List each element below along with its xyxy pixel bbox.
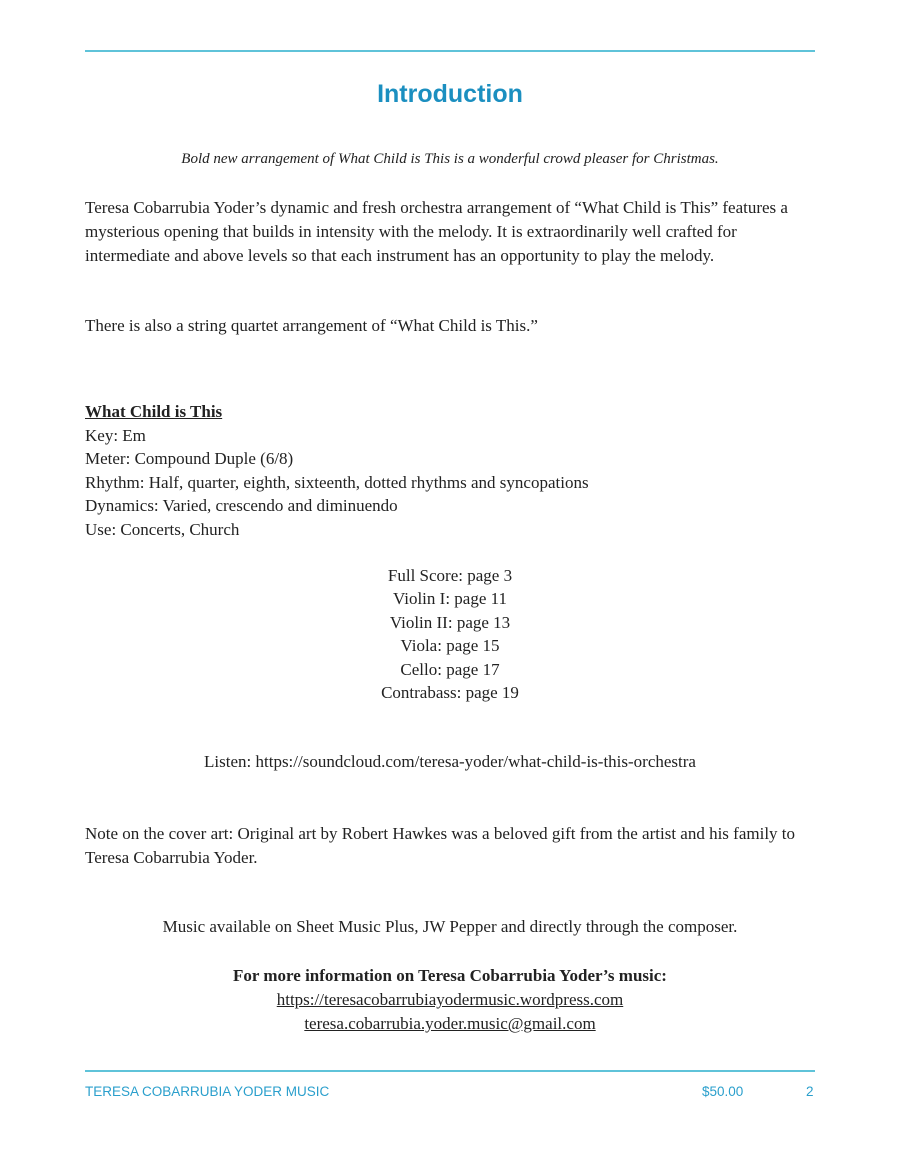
website-link[interactable]: https://teresacobarrubiayodermusic.wordpress.com [276, 990, 624, 1009]
detail-key: Key: Em [85, 425, 146, 445]
intro-text: Teresa Cobarrubia Yoder’s dynamic and fresh orchestra arrangement of “What Child is This” features a mysterious opening that builds in intensity with the melody. It is extraordinarily well crafted for intermediate and above levels so that each instrument has an opportunity to play the melody. [85, 198, 788, 265]
email-link[interactable]: teresa.cobarrubia.yoder.music@gmail.com [304, 1014, 596, 1033]
header-divider [85, 50, 815, 52]
listen-link-text: Listen: https://soundcloud.com/teresa-yoder/what-child-is-this-orchestra [204, 752, 696, 771]
cover-art-note-text: Note on the cover art: Original art by Robert Hawkes was a beloved gift from the artist and his family to Teresa Cobarrubia Yoder. [85, 824, 796, 867]
page-index-item: Full Score: page 3 [387, 566, 513, 585]
detail-rhythm: Rhythm: Half, quarter, eighth, sixteenth, dotted rhythms and syncopations [85, 472, 589, 492]
page-index-item: Cello: page 17 [400, 659, 500, 679]
page-subtitle: Bold new arrangement of What Child is This is a wonderful crowd pleaser for Christmas. [181, 151, 719, 167]
quartet-text: There is also a string quartet arrangement of “What Child is This.” [85, 316, 538, 335]
detail-meter: Meter: Compound Duple (6/8) [85, 449, 294, 469]
piece-details [85, 400, 820, 542]
page-title: Introduction [377, 80, 523, 108]
footer-price: $50.00 [702, 1084, 744, 1099]
availability-text: Music available on Sheet Music Plus, JW Pepper and directly through the composer. [162, 917, 738, 936]
more-info [0, 964, 900, 1036]
footer-publisher: TERESA COBARRUBIA YODER MUSIC [85, 1084, 330, 1099]
page-index-item: Viola: page 15 [400, 636, 500, 656]
page-index-item: Violin I: page 11 [392, 589, 508, 609]
cover-art-note [85, 822, 820, 870]
detail-use: Use: Concerts, Church [85, 519, 240, 539]
piece-heading: What Child is This [85, 402, 223, 421]
page-index-item: Contrabass: page 19 [381, 683, 519, 703]
quartet-paragraph [85, 314, 820, 338]
detail-dynamics: Dynamics: Varied, crescendo and diminuendo [85, 496, 398, 516]
page-index-item: Violin II: page 13 [389, 612, 511, 632]
more-info-heading: For more information on Teresa Cobarrubia Yoder’s music: [233, 966, 667, 985]
page-index [0, 564, 900, 704]
footer-divider [85, 1070, 815, 1072]
intro-paragraph [85, 196, 820, 268]
footer-page-number: 2 [806, 1084, 814, 1099]
